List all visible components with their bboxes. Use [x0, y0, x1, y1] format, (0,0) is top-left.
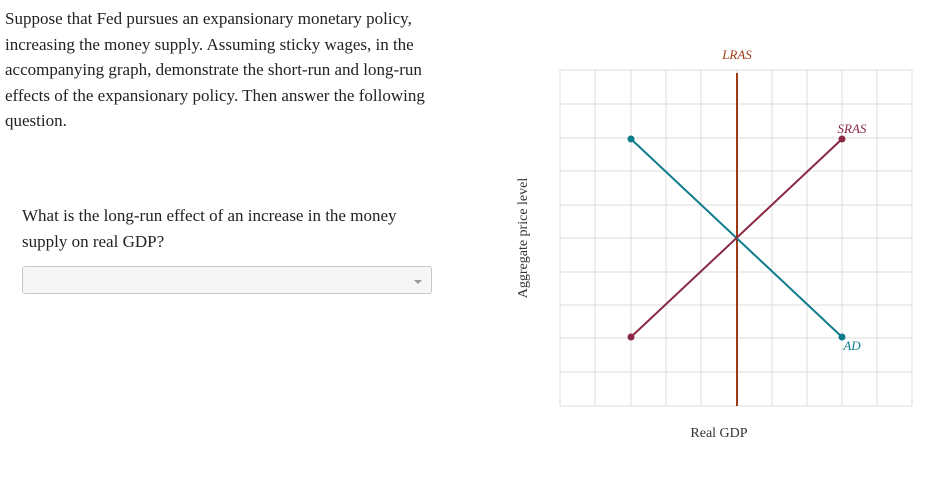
as-ad-graph[interactable] — [505, 40, 925, 460]
ad-label: AD — [843, 338, 861, 353]
sras-handle-bottom[interactable] — [628, 334, 635, 341]
sras-label: SRAS — [837, 121, 867, 136]
chevron-down-icon — [414, 280, 422, 284]
ad-handle-top[interactable] — [628, 136, 635, 143]
question-text: What is the long-run effect of an increase in the money supply on real GDP? — [22, 206, 397, 251]
y-axis-label: Aggregate price level — [516, 177, 531, 299]
lras-label: LRAS — [722, 47, 752, 62]
x-axis-label: Real GDP — [690, 426, 748, 441]
problem-statement: Suppose that Fed pursues an expansionary monetary policy, increasing the money supply. Assuming sticky wages, in the accompanying graph, demonstrate the short-run and long-run effects of the expansionary policy. Then answer the following question. — [5, 9, 425, 130]
sras-handle-top[interactable] — [839, 136, 846, 143]
answer-dropdown[interactable] — [22, 266, 432, 294]
